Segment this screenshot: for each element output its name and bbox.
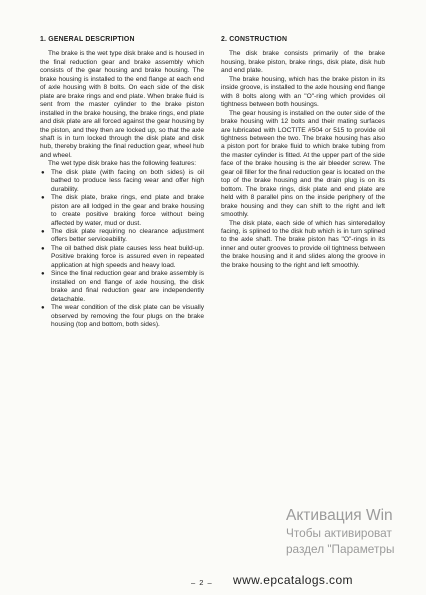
construction-paragraph: The gear housing is installed on the outer side of the brake housing with 12 bolts and their mating surfaces are lubricated with LOCTITE #504 or 515 to provide oil tightness between the two. The brake housing has also a piston port for brake fluid to which brake tubing from the master cylinder is fitted. At the upper part of the side face of the brake housing is the air bleeder screw. The gear oil filler for the final reduction gear is located on the top of the brake housing and the drain plug is on its bottom. The brake rings, disk plate and end plate are held with 8 parallel pins on the inside periphery of the brake housing and they can shift to the right and left smoothly. <box>221 109 385 219</box>
activation-line-3: раздел "Параметры <box>286 542 395 556</box>
feature-item: ● The disk plate (with facing on both sides) is oil bathed to produce less facing wear and offer high durability. <box>40 169 204 194</box>
general-description-column <box>40 36 204 329</box>
catalog-url: www.epcatalogs.com <box>233 573 353 587</box>
feature-item: ● The oil bathed disk plate causes less heat build-up. Positive braking force is assured even in repeated application at high speeds and heavy load. <box>40 245 204 270</box>
page-number: – 2 – <box>191 578 213 587</box>
windows-activation-watermark <box>286 506 394 557</box>
general-description-heading: 1. GENERAL DESCRIPTION <box>40 36 135 43</box>
activation-line-2: Чтобы активироват <box>286 526 392 540</box>
general-description-paragraph: The brake is the wet type disk brake and is housed in the final reduction gear and brake assembly which consists of the gear housing and brake housing. The brake housing is installed to the end flange at each end of axle housing with 8 bolts. On each side of the disk plate are brake rings and end plate. When brake fluid is sent from the master cylinder to the brake piston installed in the brake housing, the brake rings, end plate and disk plate are all forced against the gear housing by the piston, and they then are locked up, so that the axle shaft is in turn locked through the disk plate and disk hub, thereby braking the final reduction gear, wheel hub and wheel. <box>40 50 204 159</box>
construction-paragraph: The brake housing, which has the brake piston in its inside groove, is installed to the axle housing end flange with 8 bolts along with an "O"-ring which provides oil tightness between both housings. <box>221 75 385 109</box>
activation-line-1: Активация Win <box>286 507 393 524</box>
features-intro-paragraph: The wet type disk brake has the following features: <box>48 160 197 168</box>
feature-item: ● The wear condition of the disk plate can be visually observed by removing the four plugs on the brake housing (top and bottom, both sides). <box>40 304 204 329</box>
construction-paragraph: The disk plate, each side of which has sinteredalloy facing, is splined to the disk hub which is in turn splined to the axle shaft. The brake piston has "O"-rings in its inner and outer grooves to provide oil tightness between the brake housing and it and slides along the groove in the brake housing to the right and left smoothly. <box>221 219 385 269</box>
feature-item: ● The disk plate requiring no clearance adjustment offers better serviceability. <box>40 228 204 245</box>
construction-heading: 2. CONSTRUCTION <box>221 36 288 43</box>
construction-paragraph: The disk brake consists primarily of the brake housing, brake piston, brake rings, disk plate, disk hub and end plate. <box>221 50 385 75</box>
feature-item: ● Since the final reduction gear and brake assembly is installed on end flange of axle housing, the disk brake and final reduction gear are independently detachable. <box>40 270 204 304</box>
features-list <box>40 169 204 330</box>
feature-item: ● The disk plate, brake rings, end plate and brake piston are all lodged in the gear and brake housing to create positive braking force without being affected by water, mud or dust. <box>40 194 204 228</box>
construction-column <box>221 36 385 270</box>
